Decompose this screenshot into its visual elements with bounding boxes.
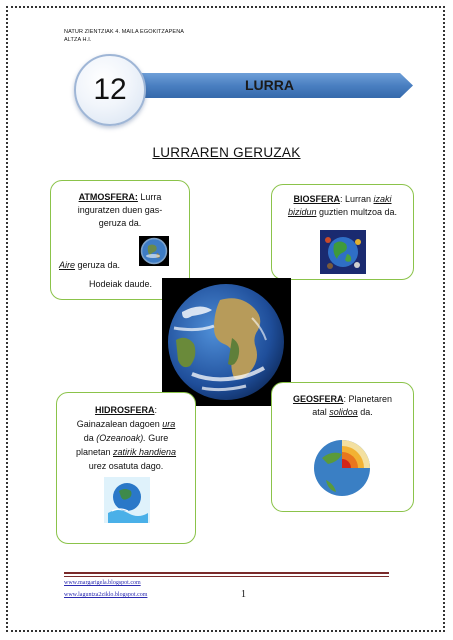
hidrosfera-ura: ura xyxy=(162,419,176,429)
earth-photo xyxy=(162,278,291,406)
geosfera-text1: : Planetaren xyxy=(343,394,393,404)
hidrosfera-text2: da xyxy=(83,433,97,443)
unit-number-badge: 12 xyxy=(74,54,146,126)
geosfera-card xyxy=(271,382,414,512)
biosphere-earth-image xyxy=(320,230,366,274)
footer-link-laguntza[interactable]: www.laguntza2ziklo.blogspot.com xyxy=(64,592,148,598)
geosfera-solidoa: solidoa xyxy=(329,407,358,417)
biosfera-bizidun: bizidun xyxy=(287,207,317,217)
earth-layers-image xyxy=(312,438,372,498)
hidrosfera-text5: urez osatuta dago. xyxy=(88,461,164,471)
atmosfera-aire: Aire xyxy=(59,260,76,270)
geosfera-text2: atal xyxy=(312,407,330,417)
biosfera-text1: : Lurran xyxy=(339,194,374,204)
hydrosphere-earth-image xyxy=(104,477,150,523)
atmosfera-clouds: Hodeiak daude. xyxy=(89,279,153,289)
hidrosfera-title: HIDROSFERA xyxy=(94,405,155,415)
unit-title: LURRA xyxy=(245,77,294,93)
geosfera-text3: da. xyxy=(357,407,373,417)
hidrosfera-zatirik: zatirik handiena xyxy=(113,447,177,457)
page-number: 1 xyxy=(241,589,246,600)
geosfera-title: GEOSFERA xyxy=(292,394,344,404)
footer-rule-thin xyxy=(64,576,389,577)
biosfera-title: BIOSFERA xyxy=(293,194,340,204)
document-header xyxy=(64,28,184,44)
atmosphere-earth-image xyxy=(139,236,169,266)
hidrosfera-text3: Gure xyxy=(145,433,169,443)
atmosfera-text1: Lurra xyxy=(137,192,162,202)
biosfera-izaki: izaki xyxy=(373,194,392,204)
header-line-1: NATUR ZIENTZIAK 4. MAILA EGOKITZAPENA xyxy=(64,29,185,35)
header-line-2: ALTZA H.I. xyxy=(64,37,92,43)
atmosfera-title: ATMOSFERA: xyxy=(78,192,138,202)
atmosfera-text2: inguratzen duen gas- xyxy=(77,205,163,215)
page-title: LURRAREN GERUZAK xyxy=(152,145,301,160)
footer-link-margarigela[interactable]: www.margarigela.blogspot.com xyxy=(64,580,141,586)
atmosfera-text3: geruza da. xyxy=(98,218,142,228)
biosfera-text2: guztien multzoa da. xyxy=(316,207,398,217)
hidrosfera-text4: planetan xyxy=(75,447,113,457)
hidrosfera-text1: Gainazalean dagoen xyxy=(76,419,163,429)
footer-rule xyxy=(64,572,389,574)
atmosfera-aire-rest: geruza da. xyxy=(75,260,121,270)
biosfera-card xyxy=(271,184,414,280)
hidrosfera-colon: : xyxy=(154,405,158,415)
hidrosfera-ozeanoak: (Ozeanoak). xyxy=(96,433,146,443)
hidrosfera-card xyxy=(56,392,196,544)
